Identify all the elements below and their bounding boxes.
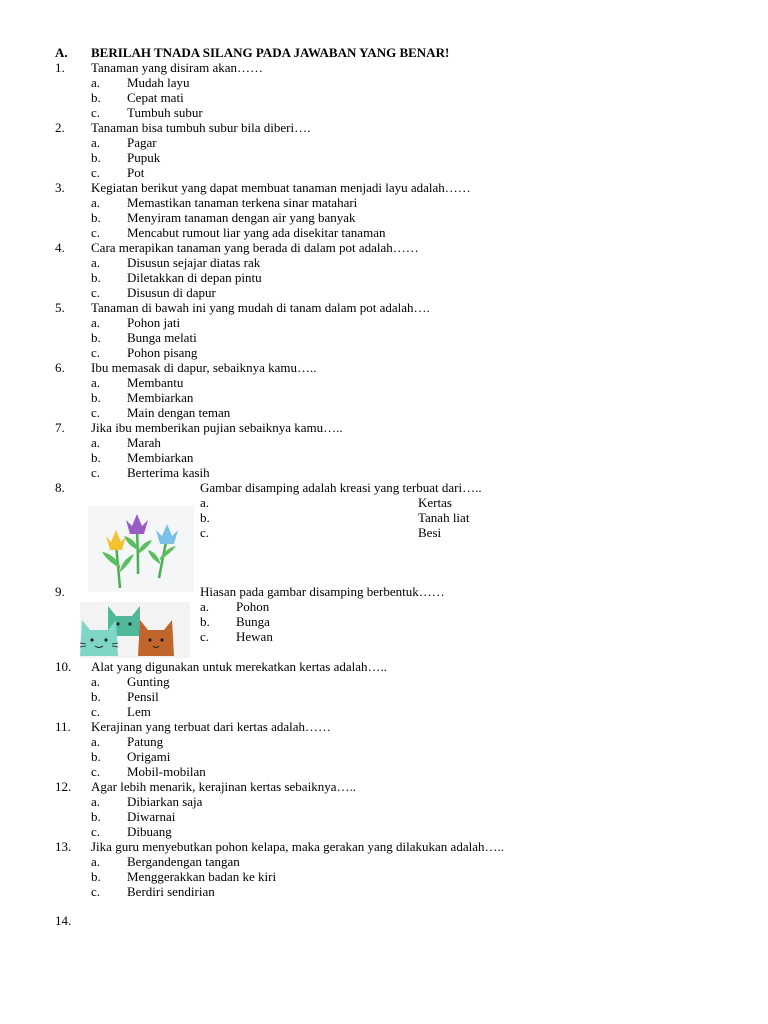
- option-letter: c.: [91, 105, 101, 120]
- question-number: 8.: [55, 480, 65, 495]
- option-text: Bunga: [236, 614, 270, 629]
- option-text: Gunting: [127, 674, 170, 689]
- option-text: Pensil: [127, 689, 159, 704]
- option-letter: c.: [91, 285, 101, 300]
- option-text: Bergandengan tangan: [127, 854, 240, 869]
- option-text: Bunga melati: [127, 330, 197, 345]
- question-number: 10.: [55, 659, 72, 674]
- option-letter: c.: [200, 629, 210, 644]
- question-number: 11.: [55, 719, 71, 734]
- option-letter: b.: [200, 614, 210, 629]
- question-number: 4.: [55, 240, 65, 255]
- option-text: Cepat mati: [127, 90, 184, 105]
- tulip-blue: [156, 524, 178, 544]
- option-letter: b.: [91, 809, 101, 824]
- question-text: Agar lebih menarik, kerajinan kertas sebaiknya…..: [91, 779, 356, 794]
- origami-tulips-image: [88, 506, 194, 592]
- option-text: Berterima kasih: [127, 465, 210, 480]
- question-number: 3.: [55, 180, 65, 195]
- option-letter: a.: [91, 75, 101, 90]
- option-text: Pagar: [127, 135, 157, 150]
- question-text: Ibu memasak di dapur, sebaiknya kamu…..: [91, 360, 317, 375]
- question-text: Alat yang digunakan untuk merekatkan kertas adalah…..: [91, 659, 388, 674]
- option-letter: c.: [91, 704, 101, 719]
- question-text: Gambar disamping adalah kreasi yang terbuat dari…..: [200, 480, 482, 495]
- option-letter: b.: [91, 330, 101, 345]
- option-text: Memastikan tanaman terkena sinar matahari: [127, 195, 358, 210]
- tulip-illustration: [88, 506, 194, 592]
- question-number: 14.: [55, 913, 72, 928]
- option-text: Tumbuh subur: [127, 105, 203, 120]
- question-number: 1.: [55, 60, 65, 75]
- option-text: Patung: [127, 734, 164, 749]
- option-letter: b.: [200, 510, 210, 525]
- option-letter: c.: [91, 225, 101, 240]
- option-text: Besi: [418, 525, 442, 540]
- option-letter: b.: [91, 150, 101, 165]
- option-letter: c.: [91, 465, 101, 480]
- option-text: Tanah liat: [418, 510, 470, 525]
- tulip-yellow: [106, 530, 126, 550]
- option-letter: c.: [91, 345, 101, 360]
- option-letter: b.: [91, 90, 101, 105]
- option-text: Membiarkan: [127, 390, 194, 405]
- question-text: Tanaman yang disiram akan……: [91, 60, 264, 75]
- option-text: Diletakkan di depan pintu: [127, 270, 262, 285]
- tulip-purple: [126, 514, 148, 534]
- option-text: Menggerakkan badan ke kiri: [127, 869, 277, 884]
- option-text: Disusun di dapur: [127, 285, 216, 300]
- option-text: Pohon pisang: [127, 345, 198, 360]
- question-text: Tanaman bisa tumbuh subur bila diberi….: [91, 120, 311, 135]
- option-letter: a.: [91, 375, 101, 390]
- option-text: Membantu: [127, 375, 184, 390]
- option-letter: b.: [91, 450, 101, 465]
- section-title: BERILAH TNADA SILANG PADA JAWABAN YANG BENAR!: [91, 45, 450, 60]
- question-text: Hiasan pada gambar disamping berbentuk……: [200, 584, 445, 599]
- option-letter: b.: [91, 869, 101, 884]
- question-number: 13.: [55, 839, 72, 854]
- option-letter: a.: [91, 315, 101, 330]
- option-letter: a.: [91, 854, 101, 869]
- question-text: Kerajinan yang terbuat dari kertas adalah……: [91, 719, 332, 734]
- cat-illustration: [80, 602, 190, 658]
- cat-brown: [138, 620, 174, 656]
- option-text: Menyiram tanaman dengan air yang banyak: [127, 210, 356, 225]
- option-letter: b.: [91, 270, 101, 285]
- option-text: Dibiarkan saja: [127, 794, 203, 809]
- option-text: Pohon jati: [127, 315, 181, 330]
- question-number: 5.: [55, 300, 65, 315]
- option-letter: b.: [91, 390, 101, 405]
- option-letter: b.: [91, 210, 101, 225]
- option-text: Mudah layu: [127, 75, 190, 90]
- option-text: Kertas: [418, 495, 452, 510]
- question-text: Cara merapikan tanaman yang berada di dalam pot adalah……: [91, 240, 419, 255]
- cat-mint: [80, 620, 118, 656]
- option-letter: c.: [91, 165, 101, 180]
- option-letter: a.: [91, 734, 101, 749]
- option-letter: a.: [91, 135, 101, 150]
- option-text: Membiarkan: [127, 450, 194, 465]
- option-text: Pot: [127, 165, 145, 180]
- option-text: Origami: [127, 749, 171, 764]
- option-letter: b.: [91, 749, 101, 764]
- option-letter: a.: [200, 599, 210, 614]
- question-number: 9.: [55, 584, 65, 599]
- option-letter: c.: [91, 824, 101, 839]
- option-text: Mencabut rumout liar yang ada disekitar tanaman: [127, 225, 386, 240]
- option-letter: a.: [91, 195, 101, 210]
- option-text: Main dengan teman: [127, 405, 231, 420]
- question-number: 6.: [55, 360, 65, 375]
- option-letter: a.: [91, 674, 101, 689]
- question-text: Kegiatan berikut yang dapat membuat tanaman menjadi layu adalah……: [91, 180, 471, 195]
- option-text: Marah: [127, 435, 161, 450]
- question-number: 12.: [55, 779, 72, 794]
- option-text: Hewan: [236, 629, 273, 644]
- option-letter: c.: [200, 525, 210, 540]
- option-letter: c.: [91, 884, 101, 899]
- question-number: 2.: [55, 120, 65, 135]
- option-letter: a.: [91, 794, 101, 809]
- option-letter: a.: [200, 495, 210, 510]
- question-text: Jika ibu memberikan pujian sebaiknya kamu…..: [91, 420, 343, 435]
- question-text: Tanaman di bawah ini yang mudah di tanam dalam pot adalah….: [91, 300, 430, 315]
- origami-cats-image: [80, 602, 190, 658]
- option-text: Mobil-mobilan: [127, 764, 206, 779]
- option-text: Berdiri sendirian: [127, 884, 215, 899]
- option-text: Diwarnai: [127, 809, 176, 824]
- option-letter: c.: [91, 764, 101, 779]
- option-text: Pohon: [236, 599, 270, 614]
- section-letter: A.: [55, 45, 68, 60]
- option-text: Lem: [127, 704, 151, 719]
- option-letter: a.: [91, 255, 101, 270]
- option-letter: b.: [91, 689, 101, 704]
- option-letter: a.: [91, 435, 101, 450]
- option-text: Dibuang: [127, 824, 172, 839]
- option-text: Disusun sejajar diatas rak: [127, 255, 261, 270]
- question-text: Jika guru menyebutkan pohon kelapa, maka gerakan yang dilakukan adalah…..: [91, 839, 504, 854]
- option-letter: c.: [91, 405, 101, 420]
- option-text: Pupuk: [127, 150, 161, 165]
- question-number: 7.: [55, 420, 65, 435]
